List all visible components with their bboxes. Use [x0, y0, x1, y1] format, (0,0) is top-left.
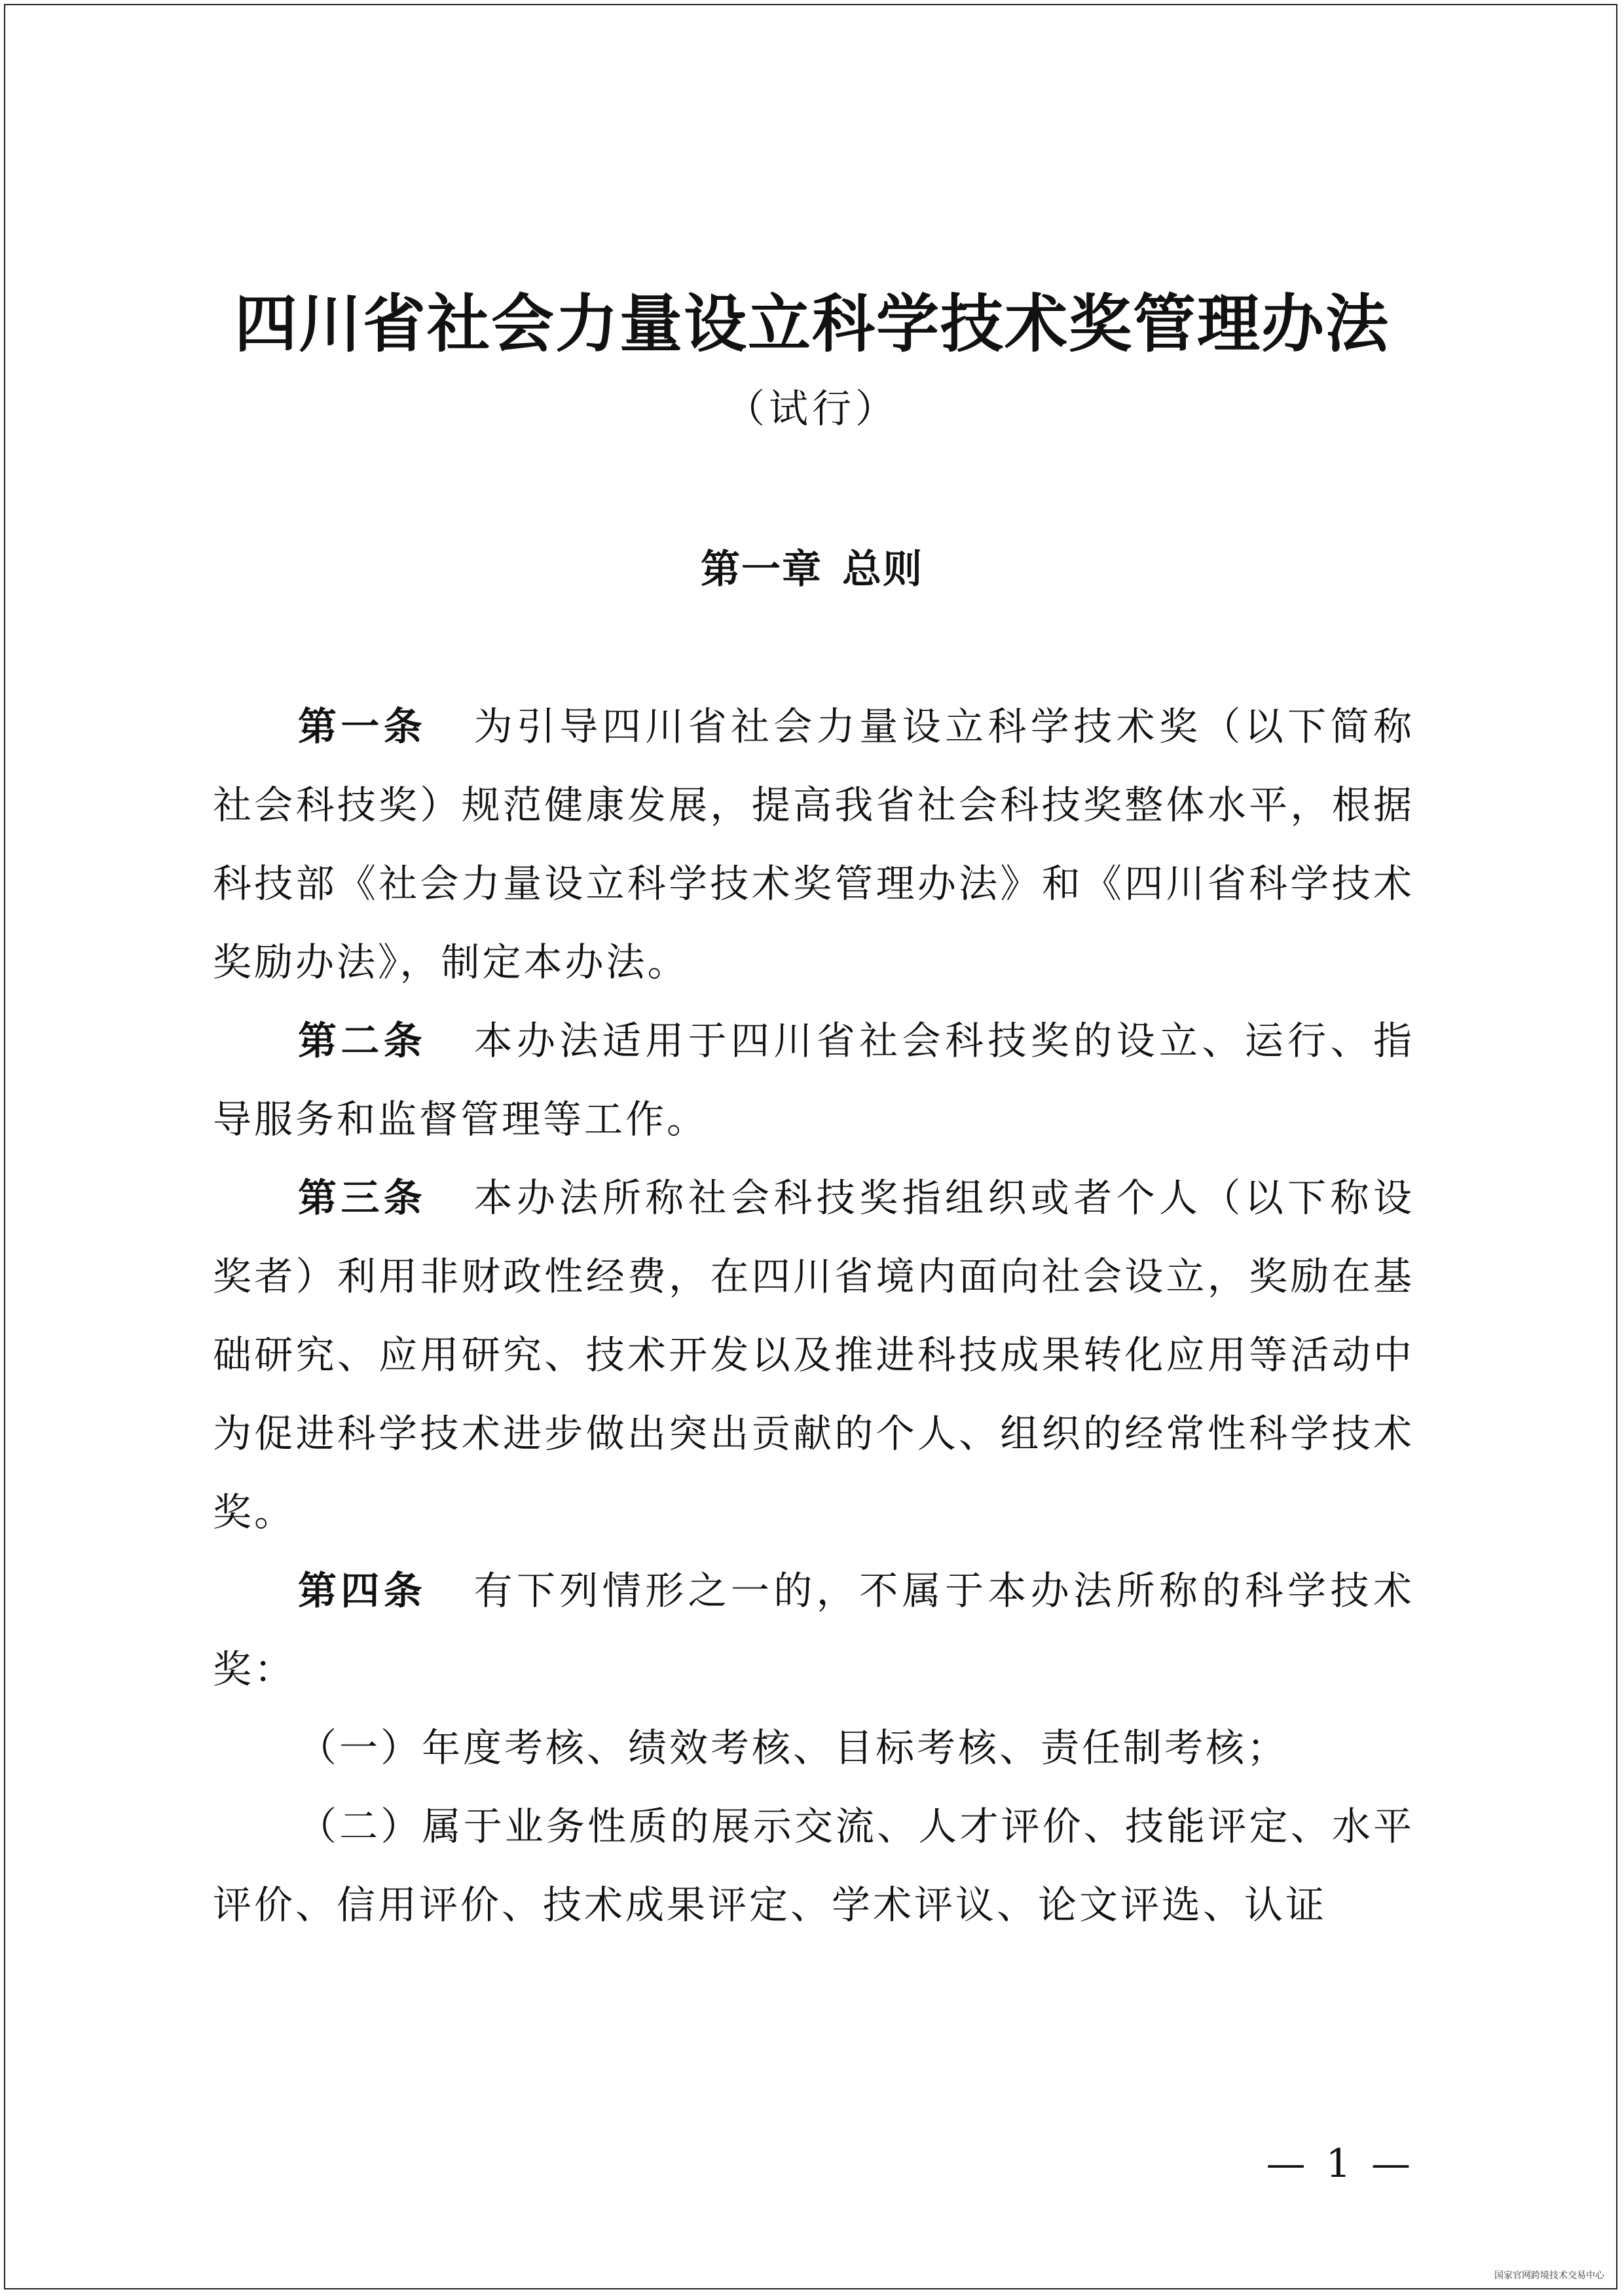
document-title: 四川省社会力量设立科学技术奖管理办法: [234, 287, 1390, 361]
article-1: [213, 687, 1414, 1002]
article-label: 第三条: [298, 1175, 427, 1220]
article-label: 第四条: [298, 1568, 427, 1613]
item-text: 属于业务性质的展示交流、人才评价、技能评定、水平评价、信用评价、技术成果评定、学术评议、论文评选、认证: [213, 1804, 1414, 1927]
item-number: （一）: [298, 1725, 422, 1770]
document-subtitle: （试行）: [726, 386, 898, 432]
page-number: — 1 —: [1266, 2141, 1414, 2187]
item-2: [213, 1787, 1414, 1944]
article-text: 本办法适用于四川省社会科技奖的设立、运行、指导服务和监督管理等工作。: [213, 1018, 1414, 1142]
watermark-text: 国家官网跨境技术交易中心: [1494, 2270, 1604, 2281]
article-text: 有下列情形之一的，不属于本办法所称的科学技术奖：: [213, 1568, 1414, 1692]
item-text: 年度考核、绩效考核、目标考核、责任制考核；: [422, 1725, 1289, 1770]
article-label: 第一条: [298, 704, 427, 749]
chapter-name: 总则: [842, 547, 923, 592]
chapter-heading: [0, 537, 1624, 602]
article-label: 第二条: [298, 1018, 427, 1063]
chapter-number: 第一章: [701, 547, 822, 592]
article-text: 为引导四川省社会力量设立科学技术奖（以下简称社会科技奖）规范健康发展，提高我省社会科技奖整体水平，根据科技部《社会力量设立科学技术奖管理办法》和《四川省科学技术奖励办法》，制定本办法。: [213, 704, 1414, 985]
article-text: 本办法所称社会科技奖指组织或者个人（以下称设奖者）利用非财政性经费，在四川省境内面向社会设立，奖励在基础研究、应用研究、技术开发以及推进科技成果转化应用等活动中为促进科学技术进步做出突出贡献的个人、组织的经常性科学技术奖。: [213, 1175, 1414, 1535]
article-3: [213, 1159, 1414, 1552]
article-4: [213, 1552, 1414, 1709]
item-1: [213, 1709, 1414, 1787]
document-body: [213, 687, 1414, 1944]
item-number: （二）: [298, 1804, 422, 1849]
article-2: [213, 1002, 1414, 1159]
